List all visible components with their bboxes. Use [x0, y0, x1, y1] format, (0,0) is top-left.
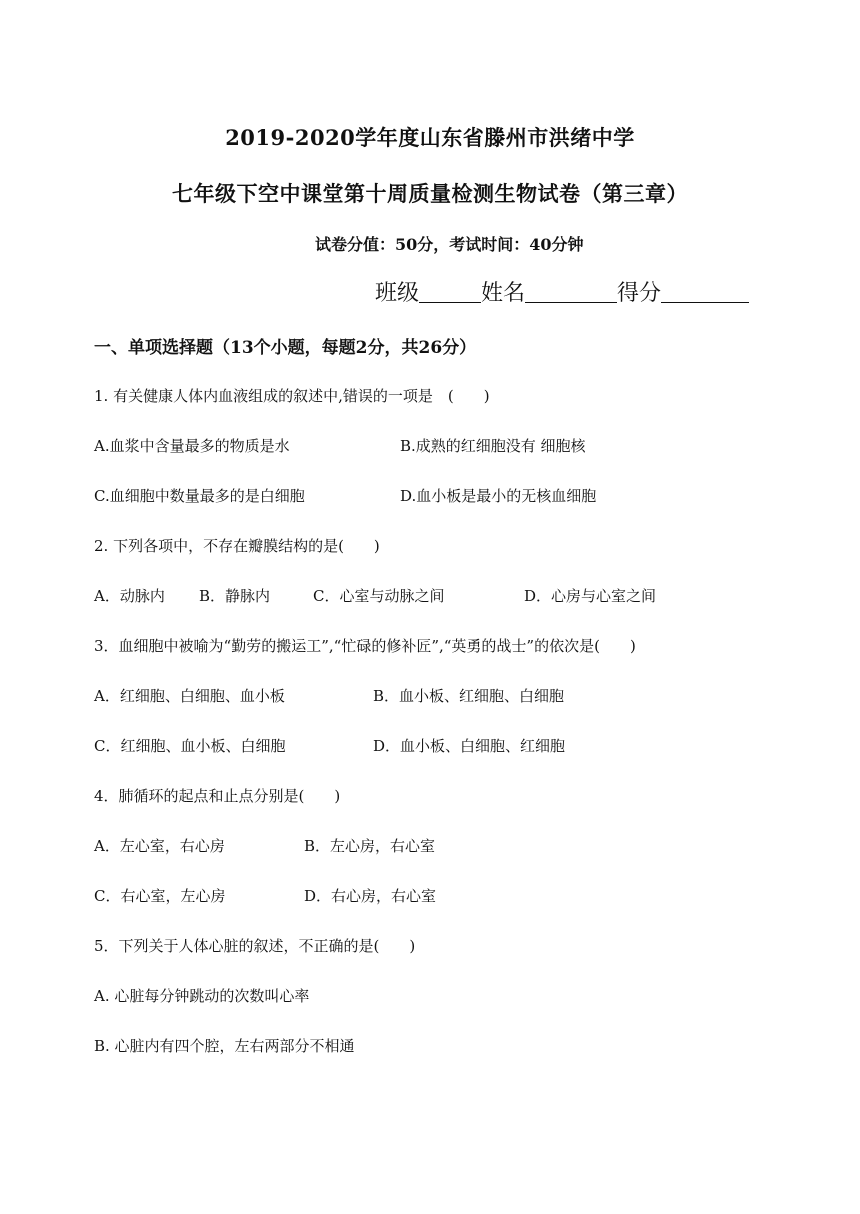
question-5-stem: 5．下列关于人体心脏的叙述，不正确的是( ) [94, 937, 416, 955]
class-label: 班级 [375, 281, 420, 306]
question-5-option-b: B. 心脏内有四个腔，左右两部分不相通 [94, 1037, 355, 1055]
question-1-option-c: C.血细胞中数量最多的是白细胞 [94, 487, 305, 505]
question-1-option-a: A.血浆中含量最多的物质是水 [94, 437, 290, 455]
question-2-option-d: D．心房与心室之间 [524, 587, 657, 605]
question-3-option-b: B．血小板、红细胞、白细胞 [373, 687, 565, 705]
question-2-stem: 2. 下列各项中，不存在瓣膜结构的是( ) [94, 537, 380, 555]
question-2-option-c: C．心室与动脉之间 [313, 587, 445, 605]
question-4-option-a: A．左心室，右心房 [94, 837, 225, 855]
exam-title-line1: 2019-2020学年度山东省滕州市洪绪中学 [225, 125, 635, 150]
question-3-option-c: C．红细胞、血小板、白细胞 [94, 737, 286, 755]
question-3-option-a: A．红细胞、白细胞、血小板 [94, 687, 285, 705]
question-4-stem: 4．肺循环的起点和止点分别是( ) [94, 787, 341, 805]
question-2-option-a: A．动脉内 [94, 587, 165, 605]
question-3-stem: 3．血细胞中被喻为“勤劳的搬运工”,“忙碌的修补匠”,“英勇的战士”的依次是( ) [94, 637, 636, 655]
question-4-option-c: C．右心室，左心房 [94, 887, 226, 905]
question-1-stem: 1. 有关健康人体内血液组成的叙述中,错误的一项是 ( ) [94, 387, 490, 405]
question-1-option-d: D.血小板是最小的无核血细胞 [400, 487, 597, 505]
class-blank[interactable] [419, 280, 481, 303]
question-5-option-a: A. 心脏每分钟跳动的次数叫心率 [94, 987, 310, 1005]
question-3-option-d: D．血小板、白细胞、红细胞 [373, 737, 566, 755]
question-2-option-b: B．静脉内 [199, 587, 271, 605]
score-label: 得分 [617, 281, 662, 306]
name-label: 姓名 [481, 281, 526, 306]
question-4-option-b: B．左心房，右心室 [304, 837, 436, 855]
question-1-option-b: B.成熟的红细胞没有 细胞核 [400, 437, 586, 455]
question-4-option-d: D．右心房，右心室 [304, 887, 437, 905]
score-blank[interactable] [661, 280, 749, 303]
student-info-fields [375, 276, 749, 307]
exam-meta: 试卷分值：50分，考试时间：40分钟 [315, 235, 584, 254]
name-blank[interactable] [525, 280, 617, 303]
exam-title-line2: 七年级下空中课堂第十周质量检测生物试卷（第三章） [172, 181, 688, 206]
section-title: 一、单项选择题（13个小题，每题2分，共26分） [94, 338, 477, 358]
